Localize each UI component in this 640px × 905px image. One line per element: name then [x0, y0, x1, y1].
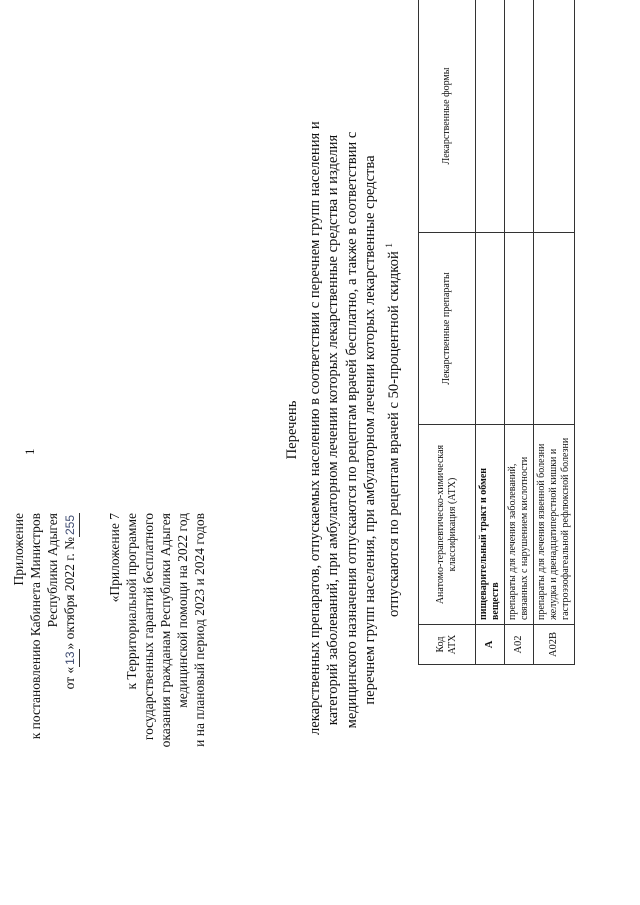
title-line: медицинского назначения отпускаются по рецептам врачей бесплатно, а также в соответствии с — [343, 131, 360, 729]
approval-block — [10, 513, 80, 783]
drugs-cell — [534, 233, 575, 425]
header-atx-code: Код АТХ — [419, 625, 476, 665]
forms-cell — [505, 0, 534, 233]
approval-line-1: Приложение — [11, 513, 26, 586]
classification-cell: препараты для лечения заболеваний, связанных с нарушением кислотности — [505, 425, 534, 625]
date-middle: » октября 2022 г. № — [62, 537, 77, 650]
approval-day: 13 — [62, 649, 80, 666]
drugs-cell — [505, 233, 534, 425]
annex-line: оказания гражданам Республики Адыгея — [158, 513, 173, 748]
annex-line: «Приложение 7 — [107, 513, 122, 603]
forms-cell — [476, 0, 505, 233]
approval-line-2: к постановлению Кабинета Министров — [28, 513, 43, 740]
title-block — [283, 121, 403, 735]
drugs-cell — [476, 233, 505, 425]
atx-code-cell: А02В — [534, 625, 575, 665]
page-number: 1 — [22, 448, 37, 455]
classification-cell: пищеварительный тракт и обмен веществ — [476, 425, 505, 625]
title-line: перечнем групп населения, при амбулаторном лечении которых лекарственные средства — [362, 155, 378, 705]
header-drugs: Лекарственные препараты — [419, 233, 476, 425]
title-line: категорий заболеваний, при амбулаторном лечении которых лекарственные средства и изделия — [325, 134, 341, 726]
annex-line: к Территориальной программе — [124, 513, 139, 690]
table-row — [534, 0, 575, 665]
forms-cell — [534, 0, 575, 233]
header-forms: Лекарственные формы — [419, 0, 476, 233]
header-classification: Анатомо-терапевтическо-химическая классификация (АТХ) — [419, 425, 476, 625]
atx-table — [418, 0, 575, 665]
footnote-mark: 1 — [383, 243, 394, 248]
atx-code-cell: А — [476, 625, 505, 665]
title-lines — [306, 121, 380, 735]
title-line: лекарственных препаратов, отпускаемых населению в соответствии с перечнем групп населения и — [306, 121, 323, 735]
annex-block — [106, 513, 208, 813]
approval-date-line — [61, 513, 80, 783]
table-body — [476, 0, 575, 665]
approval-line-3: Республики Адыгея — [45, 513, 60, 628]
table-header-row — [419, 0, 476, 665]
document-title: Перечень — [284, 400, 300, 460]
annex-line: медицинской помощи на 2022 год — [175, 513, 190, 708]
title-last-line: отпускаются по рецептам врачей с 50-процентной скидкой $^1$ — [383, 243, 402, 617]
atx-code-cell: А02 — [505, 625, 534, 665]
annex-line: государственных гарантий бесплатного — [141, 513, 156, 741]
table-row — [476, 0, 505, 665]
annex-line: и на плановый период 2023 и 2024 годов — [192, 513, 207, 747]
table-row — [505, 0, 534, 665]
classification-cell: препараты для лечения язвенной болезни желудка и двенадцатиперстной кишки и гастроэзофагеальной рефлюксной болезни — [534, 425, 575, 625]
date-prefix: от « — [62, 666, 77, 690]
approval-number: 255 — [62, 513, 80, 537]
